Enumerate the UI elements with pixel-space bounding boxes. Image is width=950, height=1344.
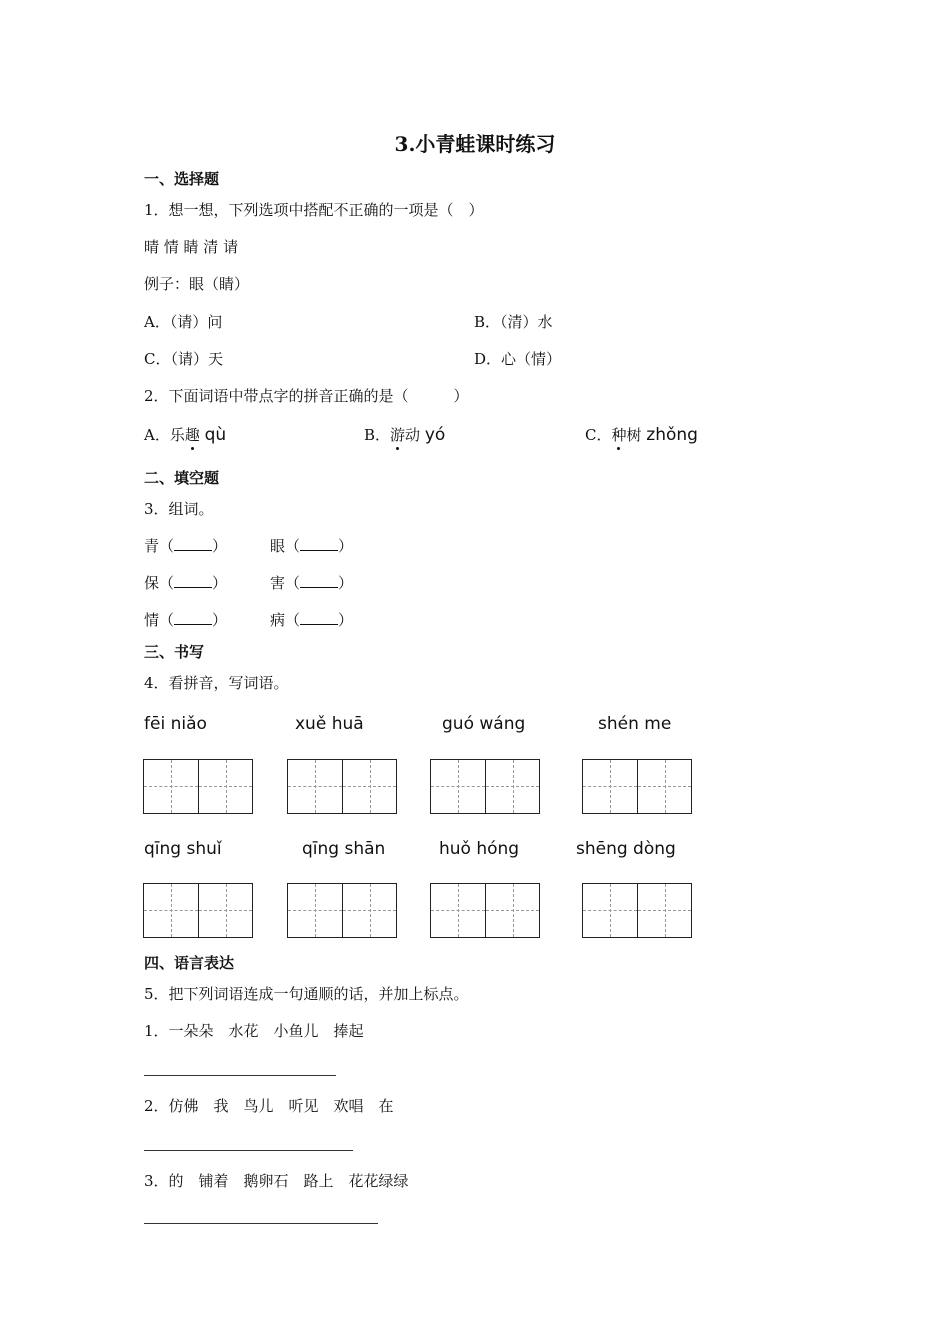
q3-word-item <box>270 609 353 630</box>
q2-option-a-pinyin: qù <box>204 425 227 445</box>
pinyin-label: guó wáng <box>442 714 526 734</box>
answer-line[interactable] <box>144 1150 353 1151</box>
q5-stem: 5．把下列词语连成一句通顺的话，并加上标点。 <box>144 985 469 1003</box>
paren-open: （ <box>285 611 301 629</box>
q3-word-char: 青 <box>144 537 160 555</box>
answer-line[interactable] <box>144 1223 378 1224</box>
q2-option-a-dotted-char: 趣 <box>184 426 200 444</box>
paren-close: ） <box>212 611 228 629</box>
paren-close: ） <box>338 574 354 592</box>
q2-stem: 2．下面词语中带点字的拼音正确的是（ ） <box>144 387 469 405</box>
q2-option-b-prefix: B． <box>364 426 391 444</box>
answer-blank[interactable] <box>300 612 338 625</box>
pinyin-label: shén me <box>598 714 672 734</box>
paren-close: ） <box>212 537 228 555</box>
pinyin-label: qīng shuǐ <box>144 839 222 859</box>
q2-option-b-dotted-char: 游 <box>390 426 406 444</box>
q1-option-d[interactable]: D．心（情） <box>474 350 562 368</box>
answer-line[interactable] <box>144 1075 336 1076</box>
q3-word-char: 保 <box>144 574 160 592</box>
writing-grid[interactable] <box>430 883 540 938</box>
answer-blank[interactable] <box>174 575 212 588</box>
q2-option-b[interactable] <box>364 424 445 445</box>
pinyin-label: shēng dòng <box>576 839 676 859</box>
q2-option-a-prefix: A．乐 <box>144 426 185 444</box>
q2-option-c[interactable] <box>585 424 698 445</box>
q3-word-char: 害 <box>270 574 286 592</box>
q3-word-item <box>144 572 227 593</box>
pinyin-label: fēi niǎo <box>144 714 207 734</box>
q1-option-a[interactable]: A．（请）问 <box>144 313 223 331</box>
q1-option-b[interactable]: B．（清）水 <box>474 313 553 331</box>
q5-item: 3．的 铺着 鹅卵石 路上 花花绿绿 <box>144 1172 409 1190</box>
q2-option-c-rest: 树 <box>626 426 642 444</box>
q3-word-char: 病 <box>270 611 286 629</box>
q2-option-c-pinyin: zhǒng <box>646 425 698 445</box>
q2-option-a[interactable] <box>144 424 226 445</box>
writing-grid[interactable] <box>287 759 397 814</box>
q5-item: 2．仿佛 我 鸟儿 听见 欢唱 在 <box>144 1097 394 1115</box>
paren-open: （ <box>285 574 301 592</box>
writing-grid[interactable] <box>582 883 692 938</box>
q3-word-item <box>270 535 353 556</box>
q3-word-item <box>144 609 227 630</box>
writing-grid[interactable] <box>143 883 253 938</box>
pinyin-label: huǒ hóng <box>439 839 520 859</box>
q2-option-b-pinyin: yó <box>424 425 446 445</box>
page-title: 3.小青蛙课时练习 <box>394 132 556 156</box>
writing-grid[interactable] <box>582 759 692 814</box>
q3-word-item <box>144 535 227 556</box>
q4-stem: 4．看拼音，写词语。 <box>144 674 289 692</box>
paren-close: ） <box>212 574 228 592</box>
q2-option-c-prefix: C． <box>585 426 612 444</box>
q1-stem: 1．想一想，下列选项中搭配不正确的一项是（ ） <box>144 201 484 219</box>
paren-close: ） <box>338 537 354 555</box>
paren-close: ） <box>338 611 354 629</box>
answer-blank[interactable] <box>300 538 338 551</box>
section-heading-fill: 二、填空题 <box>144 469 220 487</box>
writing-grid[interactable] <box>287 883 397 938</box>
q3-word-item <box>270 572 353 593</box>
writing-grid[interactable] <box>430 759 540 814</box>
paren-open: （ <box>159 574 175 592</box>
q3-word-char: 眼 <box>270 537 286 555</box>
section-heading-writing: 三、书写 <box>144 643 205 661</box>
q3-stem: 3．组词。 <box>144 500 214 518</box>
writing-grid[interactable] <box>143 759 253 814</box>
section-heading-choice: 一、选择题 <box>144 170 220 188</box>
paren-open: （ <box>159 537 175 555</box>
answer-blank[interactable] <box>174 612 212 625</box>
paren-open: （ <box>159 611 175 629</box>
section-heading-expression: 四、语言表达 <box>144 954 235 972</box>
pinyin-label: qīng shān <box>302 839 386 859</box>
q1-example: 例子：眼（睛） <box>144 275 250 293</box>
q5-item: 1．一朵朵 水花 小鱼儿 捧起 <box>144 1022 364 1040</box>
pinyin-label: xuě huā <box>295 714 364 734</box>
paren-open: （ <box>285 537 301 555</box>
q2-option-c-dotted-char: 种 <box>611 426 627 444</box>
answer-blank[interactable] <box>174 538 212 551</box>
answer-blank[interactable] <box>300 575 338 588</box>
q1-chars: 晴 情 睛 清 请 <box>144 238 239 256</box>
q3-word-char: 情 <box>144 611 160 629</box>
q1-option-c[interactable]: C．（请）天 <box>144 350 223 368</box>
q2-option-b-rest: 动 <box>405 426 421 444</box>
